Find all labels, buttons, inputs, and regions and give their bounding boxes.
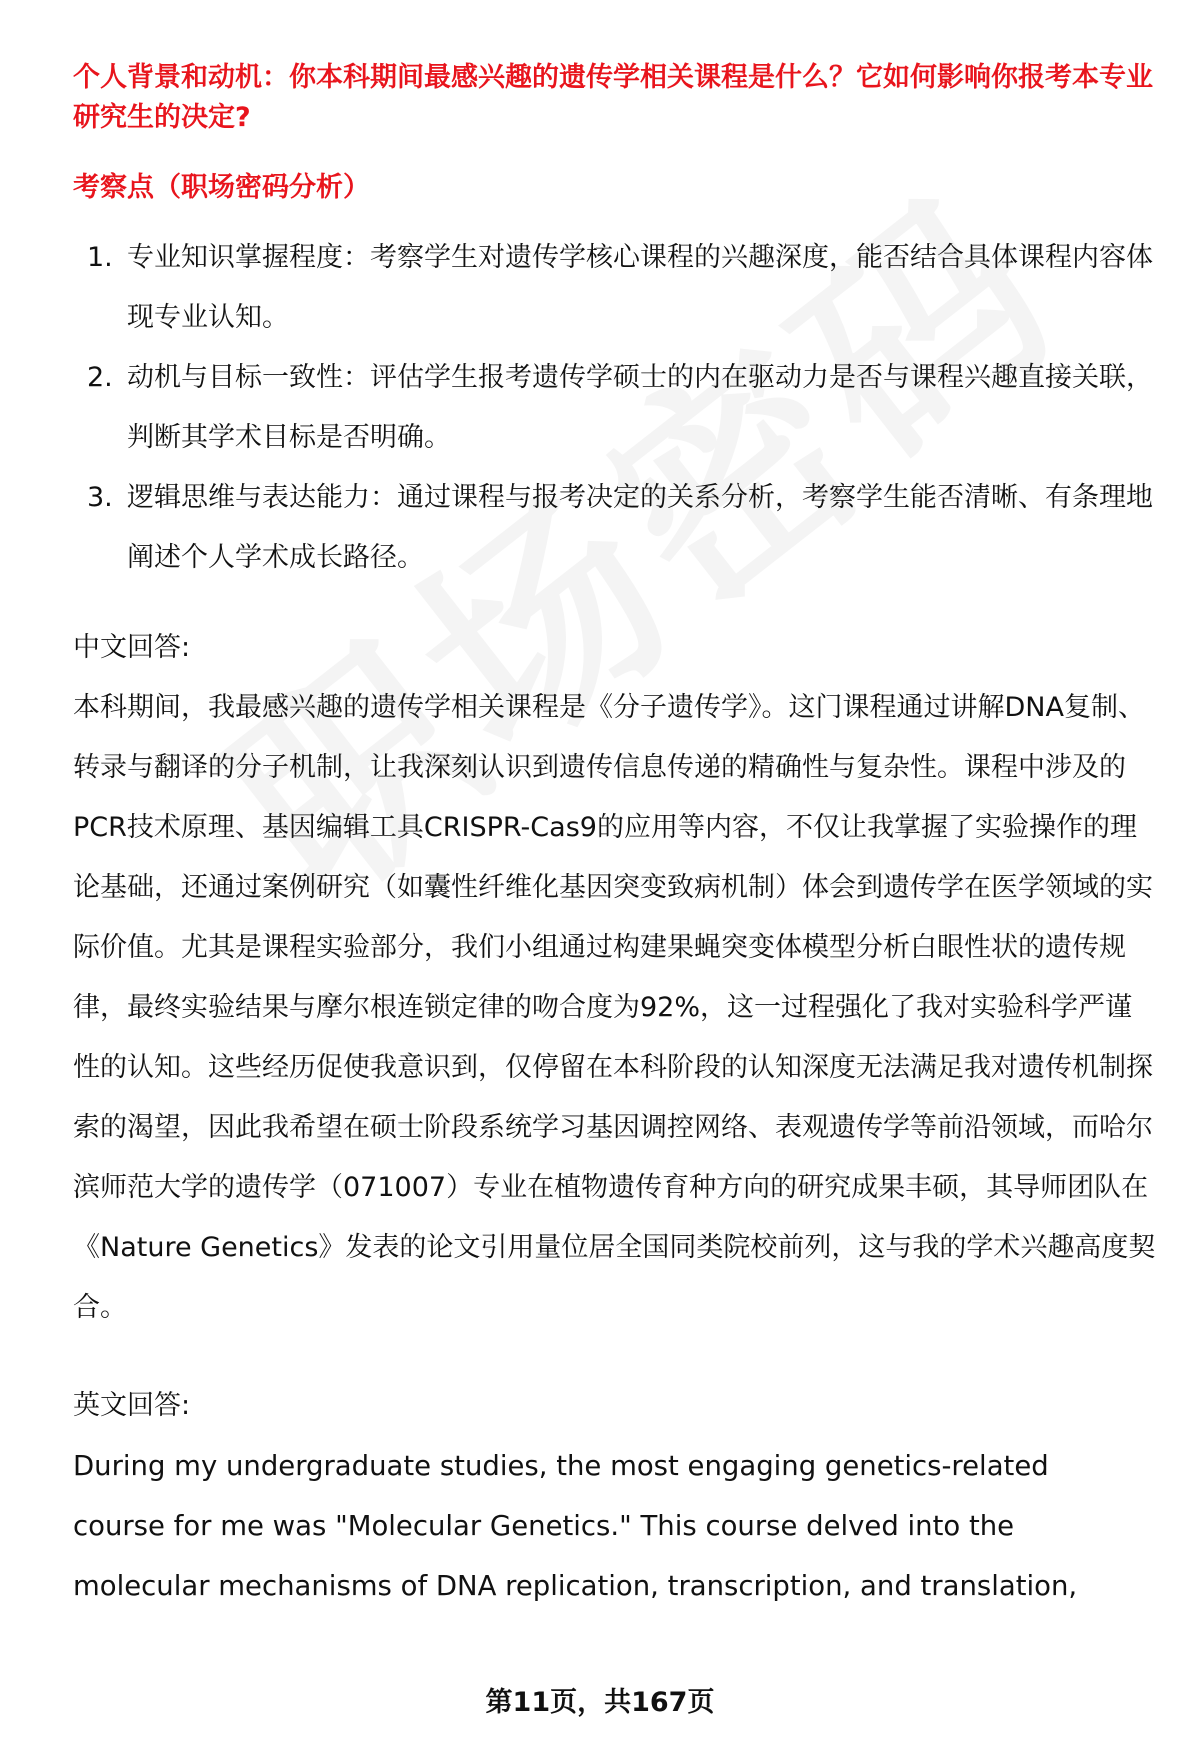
analysis-title: 考察点（职场密码分析） <box>73 172 370 203</box>
point-number: 2. <box>87 362 113 393</box>
point-number: 1. <box>87 242 113 273</box>
english-answer-text: During my undergraduate studies, the most engaging genetics-related course for me was "Molecular Genetics." This course delved into the molecular mechanisms of DNA replication, transcription, and translation, <box>73 1450 1078 1602</box>
point-number: 3. <box>87 482 113 513</box>
analysis-point <box>73 228 1153 348</box>
analysis-point <box>73 468 1153 588</box>
analysis-points-list <box>73 228 1153 588</box>
point-text: 动机与目标一致性：评估学生报考遗传学硕士的内在驱动力是否与课程兴趣直接关联，判断其学术目标是否明确。 <box>127 362 1153 453</box>
question-heading: 个人背景和动机：你本科期间最感兴趣的遗传学相关课程是什么？它如何影响你报考本专业研究生的决定? <box>73 62 1153 133</box>
english-answer-label: 英文回答: <box>73 1390 191 1421</box>
analysis-point <box>73 348 1153 468</box>
page-content <box>73 58 1156 1616</box>
page-number-footer: 第11页，共167页 <box>485 1687 715 1718</box>
chinese-answer-text: 本科期间，我最感兴趣的遗传学相关课程是《分子遗传学》。这门课程通过讲解DNA复制、转录与翻译的分子机制，让我深刻认识到遗传信息传递的精确性与复杂性。课程中涉及的PCR技术原理、基因编辑工具CRISPR-Cas9的应用等内容，不仅让我掌握了实验操作的理论基础，还通过案例研究（如囊性纤维化基因突变致病机制）体会到遗传学在医学领域的实际价值。尤其是课程实验部分，我们小组通过构建果蝇突变体模型分析白眼性状的遗传规律，最终实验结果与摩尔根连锁定律的吻合度为92%，这一过程强化了我对实验科学严谨性的认知。这些经历促使我意识到，仅停留在本科阶段的认知深度无法满足我对遗传机制探索的渴望，因此我希望在硕士阶段系统学习基因调控网络、表观遗传学等前沿领域，而哈尔滨师范大学的遗传学（071007）专业在植物遗传育种方向的研究成果丰硕，其导师团队在《Nature Genetics》发表的论文引用量位居全国同类院校前列，这与我的学术兴趣高度契合。 <box>73 692 1156 1323</box>
chinese-answer-label: 中文回答: <box>73 632 191 663</box>
point-text: 逻辑思维与表达能力：通过课程与报考决定的关系分析，考察学生能否清晰、有条理地阐述个人学术成长路径。 <box>127 482 1153 573</box>
point-text: 专业知识掌握程度：考察学生对遗传学核心课程的兴趣深度，能否结合具体课程内容体现专业认知。 <box>127 242 1153 333</box>
